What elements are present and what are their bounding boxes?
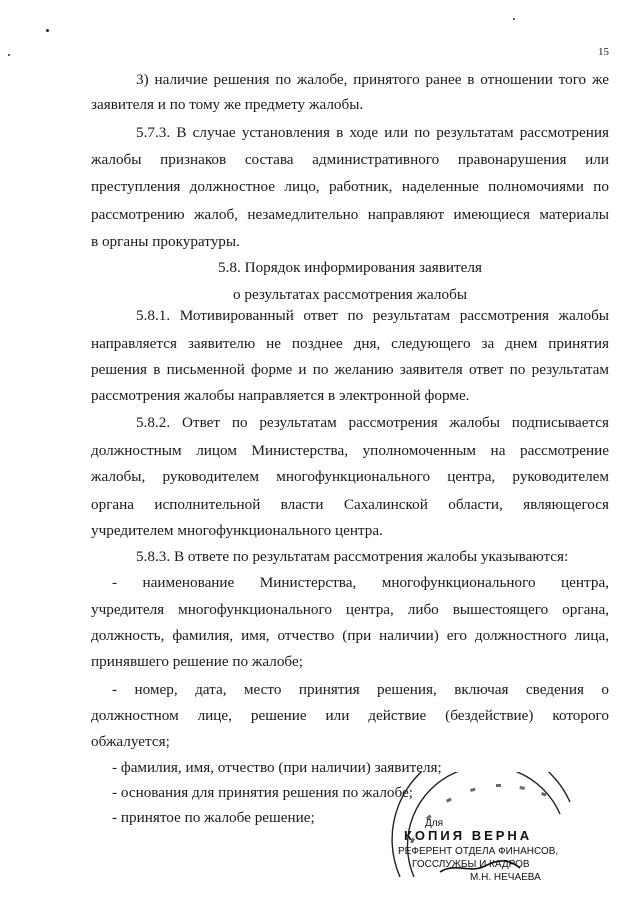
scan-speck: [513, 18, 515, 20]
page-number: 15: [598, 46, 609, 58]
stamp-signatory: М.Н. НЕЧАЕВА: [470, 872, 541, 883]
scan-speck: [8, 54, 10, 56]
text-line: 5.8.1. Мотивированный ответ по результатам рассмотрения жалобы: [136, 307, 609, 324]
text-line: - фамилия, имя, отчество (при наличии) заявителя;: [112, 759, 442, 776]
text-line: - принятое по жалобе решение;: [112, 809, 315, 826]
text-line: учредителя многофункционального центра, либо вышестоящего органа,: [91, 601, 609, 618]
text-line: органа исполнительной власти Сахалинской области, являющегося: [91, 496, 609, 513]
text-line: 5.8.2. Ответ по результатам рассмотрения жалобы подписывается: [136, 414, 609, 431]
scan-speck: [46, 29, 49, 32]
text-line: жалобы признаков состава административного правонарушения или: [91, 151, 609, 168]
text-line: - номер, дата, место принятия решения, включая сведения о: [112, 681, 609, 698]
text-line: 3) наличие решения по жалобе, принятого ранее в отношении того же: [136, 71, 609, 88]
text-line: должностным лицом Министерства, уполномоченным на рассмотрение: [91, 442, 609, 459]
text-line: 5.8.3. В ответе по результатам рассмотрения жалобы указываются:: [136, 548, 569, 565]
text-line: в органы прокуратуры.: [91, 233, 240, 250]
stamp-position: РЕФЕРЕНТ ОТДЕЛА ФИНАНСОВ,: [398, 846, 559, 857]
text-line: жалобы, руководителем многофункционального центра, руководителем: [91, 468, 609, 485]
text-line: принявшего решение по жалобе;: [91, 653, 303, 670]
text-line: - наименование Министерства, многофункционального центра,: [112, 574, 609, 591]
text-line: 5.8. Порядок информирования заявителя: [218, 259, 482, 276]
text-line: 5.7.3. В случае установления в ходе или по результатам рассмотрения: [136, 124, 609, 141]
text-line: должность, фамилия, имя, отчество (при наличии) его должностного лица,: [91, 627, 609, 644]
text-line: преступления должностное лицо, работник, наделенные полномочиями по: [91, 178, 609, 195]
stamp-top-label: Для: [425, 818, 444, 829]
text-line: - основания для принятия решения по жалобе;: [112, 784, 413, 801]
text-line: должностном лице, решение или действие (бездействие) которого: [91, 707, 609, 724]
text-line: решения в письменной форме и по желанию заявителя ответ по результатам: [91, 361, 609, 378]
text-line: рассмотрению жалоб, незамедлительно направляют имеющиеся материалы: [91, 206, 609, 223]
text-line: заявителя и по тому же предмету жалобы.: [91, 96, 364, 113]
text-line: учредителем многофункционального центра.: [91, 522, 383, 539]
text-line: направляется заявителю не позднее дня, следующего за днем принятия: [91, 335, 609, 352]
stamp-department: ГОССЛУЖБЫ И КАДРОВ: [412, 859, 530, 870]
stamp-title: КОПИЯ ВЕРНА: [404, 828, 533, 843]
text-line: рассмотрения жалобы направляется в электронной форме.: [91, 387, 470, 404]
text-line: обжалуется;: [91, 733, 170, 750]
text-line: о результатах рассмотрения жалобы: [232, 286, 468, 303]
